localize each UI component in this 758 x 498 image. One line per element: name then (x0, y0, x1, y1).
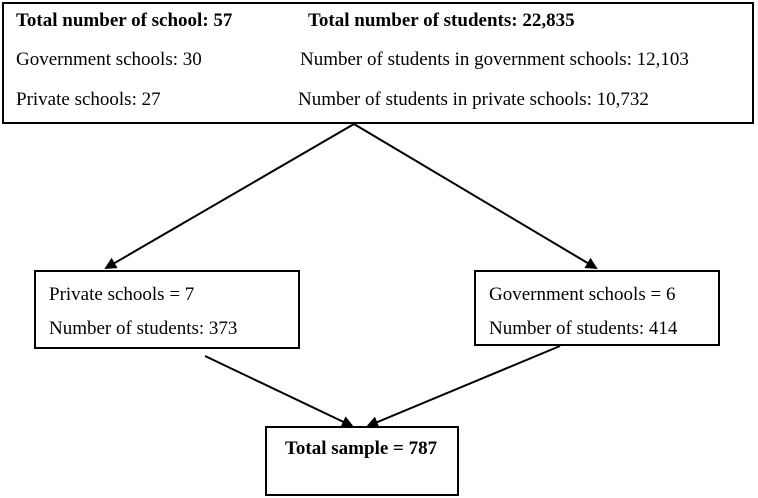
government-sample-box (474, 270, 720, 346)
arrow-private-to-total (205, 356, 352, 426)
private-sample-schools: Private schools = 7 (49, 284, 195, 305)
government-sample-students: Number of students: 414 (489, 318, 678, 339)
total-students-label: Total number of students: 22,835 (308, 10, 575, 31)
total-sample-label: Total sample = 787 (285, 438, 438, 459)
population-box (2, 2, 754, 124)
arrow-government-to-total (368, 346, 560, 426)
private-sample-box (34, 270, 300, 349)
government-students-label: Number of students in government schools: 12,103 (300, 49, 689, 70)
arrow-population-to-private (106, 124, 354, 268)
total-sample-box (265, 426, 459, 496)
total-schools-label: Total number of school: 57 (16, 10, 233, 31)
government-schools-label: Government schools: 30 (16, 49, 202, 70)
arrow-population-to-government (354, 124, 596, 268)
government-sample-schools: Government schools = 6 (489, 284, 676, 305)
private-students-label: Number of students in private schools: 10,732 (298, 89, 649, 110)
private-sample-students: Number of students: 373 (49, 318, 238, 339)
private-schools-label: Private schools: 27 (16, 89, 161, 110)
